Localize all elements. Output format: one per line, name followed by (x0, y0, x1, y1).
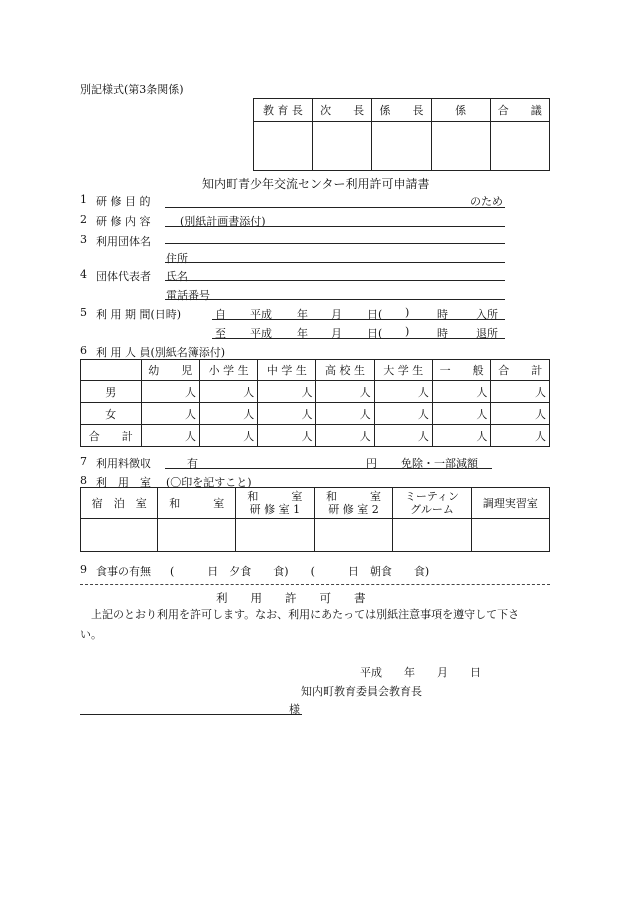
period-from-month: 月 (331, 308, 342, 321)
period-to-paren: ) (405, 325, 410, 338)
form-reference: 別記様式(第3条関係) (80, 83, 184, 96)
approval-header: 次 長 (312, 99, 371, 122)
count-cell[interactable]: 人 (200, 381, 258, 403)
count-cell[interactable]: 人 (491, 403, 550, 425)
meal-label: 食事の有無 (96, 565, 151, 578)
rep-name-label: 氏名 (166, 270, 188, 283)
table-row (81, 425, 550, 447)
users-header: 一 般 (432, 360, 491, 381)
approval-header: 教 育 長 (254, 99, 313, 122)
room-check-cell[interactable] (81, 519, 158, 552)
room-header (393, 488, 471, 519)
period-from-action: 入所 (476, 308, 498, 321)
room-label: 利 用 室 (96, 476, 151, 489)
fee-field[interactable] (165, 468, 492, 469)
recipient-sama: 様 (289, 703, 300, 716)
room-header (471, 488, 549, 519)
approval-header: 合 議 (490, 99, 549, 122)
room-check-cell[interactable] (393, 519, 471, 552)
stamp-cell[interactable] (254, 122, 313, 171)
period-to-action: 退所 (476, 327, 498, 340)
stamp-cell[interactable] (431, 122, 490, 171)
item-number: 9 (80, 563, 87, 576)
room-check-cell[interactable] (314, 519, 393, 552)
room-note: (〇印を記すこと) (166, 476, 252, 489)
room-check-cell[interactable] (236, 519, 315, 552)
room-check-cell[interactable] (158, 519, 236, 552)
count-cell[interactable]: 人 (316, 381, 374, 403)
count-cell[interactable]: 人 (141, 381, 200, 403)
period-from-paren: ) (405, 306, 410, 319)
count-cell[interactable]: 人 (432, 403, 491, 425)
stamp-cell[interactable] (490, 122, 549, 171)
fee-yes[interactable]: 有 (187, 457, 198, 470)
period-to-hour: 時 (437, 327, 448, 340)
count-cell[interactable]: 人 (432, 381, 491, 403)
stamp-cell[interactable] (372, 122, 431, 171)
rep-label: 団体代表者 (96, 270, 151, 283)
room-header (236, 488, 315, 519)
table-row (81, 381, 550, 403)
count-cell[interactable]: 人 (200, 403, 258, 425)
approval-header: 係 長 (372, 99, 431, 122)
fee-label: 利用料徴収 (96, 457, 151, 470)
permit-date: 平成 年 月 日 (360, 666, 481, 679)
period-from-field[interactable] (212, 319, 505, 320)
count-cell[interactable]: 人 (316, 403, 374, 425)
room-header-line: 和 室 (247, 490, 303, 503)
item-number: 1 (80, 193, 87, 206)
count-cell[interactable]: 人 (200, 425, 258, 447)
room-header (81, 488, 158, 519)
room-header-line: 和 室 (326, 490, 382, 503)
row-label: 合 計 (81, 425, 142, 447)
group-address-label: 住所 (166, 252, 188, 265)
room-header (158, 488, 236, 519)
period-to-month: 月 (331, 327, 342, 340)
period-from: 自 (215, 308, 226, 321)
period-from-year: 年 (297, 308, 308, 321)
room-table (80, 487, 550, 552)
table-row (81, 403, 550, 425)
approval-header: 係 (431, 99, 490, 122)
group-address-field[interactable] (165, 262, 505, 263)
users-header: 中 学 生 (258, 360, 316, 381)
count-cell[interactable]: 人 (491, 381, 550, 403)
approval-table (253, 98, 550, 171)
recipient-field-end (288, 714, 302, 715)
users-header: 幼 児 (141, 360, 200, 381)
count-cell[interactable]: 人 (432, 425, 491, 447)
room-header-line: ミーティン (404, 490, 460, 503)
item-number: 8 (80, 474, 87, 487)
period-from-era: 平成 (250, 308, 272, 321)
count-cell[interactable]: 人 (258, 381, 316, 403)
count-cell[interactable]: 人 (374, 425, 432, 447)
meal-detail: ( 日 夕食 食) ( 日 朝食 食) (170, 565, 430, 578)
room-header-line: 調理実習室 (482, 496, 538, 510)
content-field[interactable] (165, 226, 505, 227)
period-to: 至 (215, 327, 226, 340)
fee-exempt[interactable]: 免除・一部減額 (401, 457, 478, 470)
recipient-field[interactable] (80, 714, 288, 715)
row-label: 女 (81, 403, 142, 425)
rep-phone-field[interactable] (165, 299, 505, 300)
permit-issuer: 知内町教育委員会教育長 (301, 685, 422, 698)
group-name-field[interactable] (165, 243, 505, 244)
permit-title: 利 用 許 可 書 (216, 591, 366, 605)
purpose-label: 研 修 目 的 (96, 195, 151, 208)
period-label: 利 用 期 間(日時) (96, 308, 182, 321)
room-header-line: 宿 泊 室 (91, 496, 147, 510)
users-header: 合 計 (491, 360, 550, 381)
item-number: 4 (80, 268, 87, 281)
period-to-era: 平成 (250, 327, 272, 340)
count-cell[interactable]: 人 (374, 381, 432, 403)
period-to-day: 日( (367, 327, 383, 340)
permit-body-line2: い。 (80, 628, 102, 641)
stamp-cell[interactable] (312, 122, 371, 171)
users-label: 利 用 人 員(別紙名簿添付) (96, 346, 226, 359)
item-number: 7 (80, 455, 87, 468)
count-cell[interactable]: 人 (374, 403, 432, 425)
room-header-line: グルーム (410, 503, 454, 516)
separator-line (80, 584, 550, 585)
permit-body-line1: 上記のとおり利用を許可します。なお、利用にあたっては別紙注意事項を遵守して下さ (91, 608, 520, 621)
group-label: 利用団体名 (96, 235, 151, 248)
document-title: 知内町青少年交流センター利用許可申請書 (202, 177, 430, 191)
count-cell[interactable]: 人 (141, 425, 200, 447)
period-to-field[interactable] (212, 338, 505, 339)
count-cell[interactable]: 人 (258, 425, 316, 447)
content-value: (別紙計画書添付) (180, 215, 266, 228)
content-label: 研 修 内 容 (96, 215, 151, 228)
users-header: 高 校 生 (316, 360, 374, 381)
purpose-suffix: のため (470, 195, 503, 208)
period-to-year: 年 (297, 327, 308, 340)
room-check-cell[interactable] (471, 519, 549, 552)
room-header (314, 488, 393, 519)
row-label: 男 (81, 381, 142, 403)
rep-phone-label: 電話番号 (166, 289, 210, 302)
period-from-hour: 時 (437, 308, 448, 321)
room-header-line: 研 修 室 2 (328, 503, 379, 516)
period-from-day: 日( (367, 308, 383, 321)
room-header-line: 研 修 室 1 (249, 503, 301, 516)
item-number: 5 (80, 306, 87, 319)
count-cell[interactable]: 人 (491, 425, 550, 447)
room-header-line: 和 室 (169, 496, 225, 510)
purpose-field[interactable] (165, 207, 505, 208)
item-number: 2 (80, 213, 87, 226)
count-cell[interactable]: 人 (258, 403, 316, 425)
count-cell[interactable]: 人 (316, 425, 374, 447)
users-table (80, 359, 550, 447)
users-header: 小 学 生 (200, 360, 258, 381)
users-header-blank (81, 360, 142, 381)
count-cell[interactable]: 人 (141, 403, 200, 425)
users-header: 大 学 生 (374, 360, 432, 381)
item-number: 3 (80, 233, 87, 246)
rep-name-field[interactable] (165, 280, 505, 281)
fee-yen: 円 (366, 457, 377, 470)
item-number: 6 (80, 344, 87, 357)
